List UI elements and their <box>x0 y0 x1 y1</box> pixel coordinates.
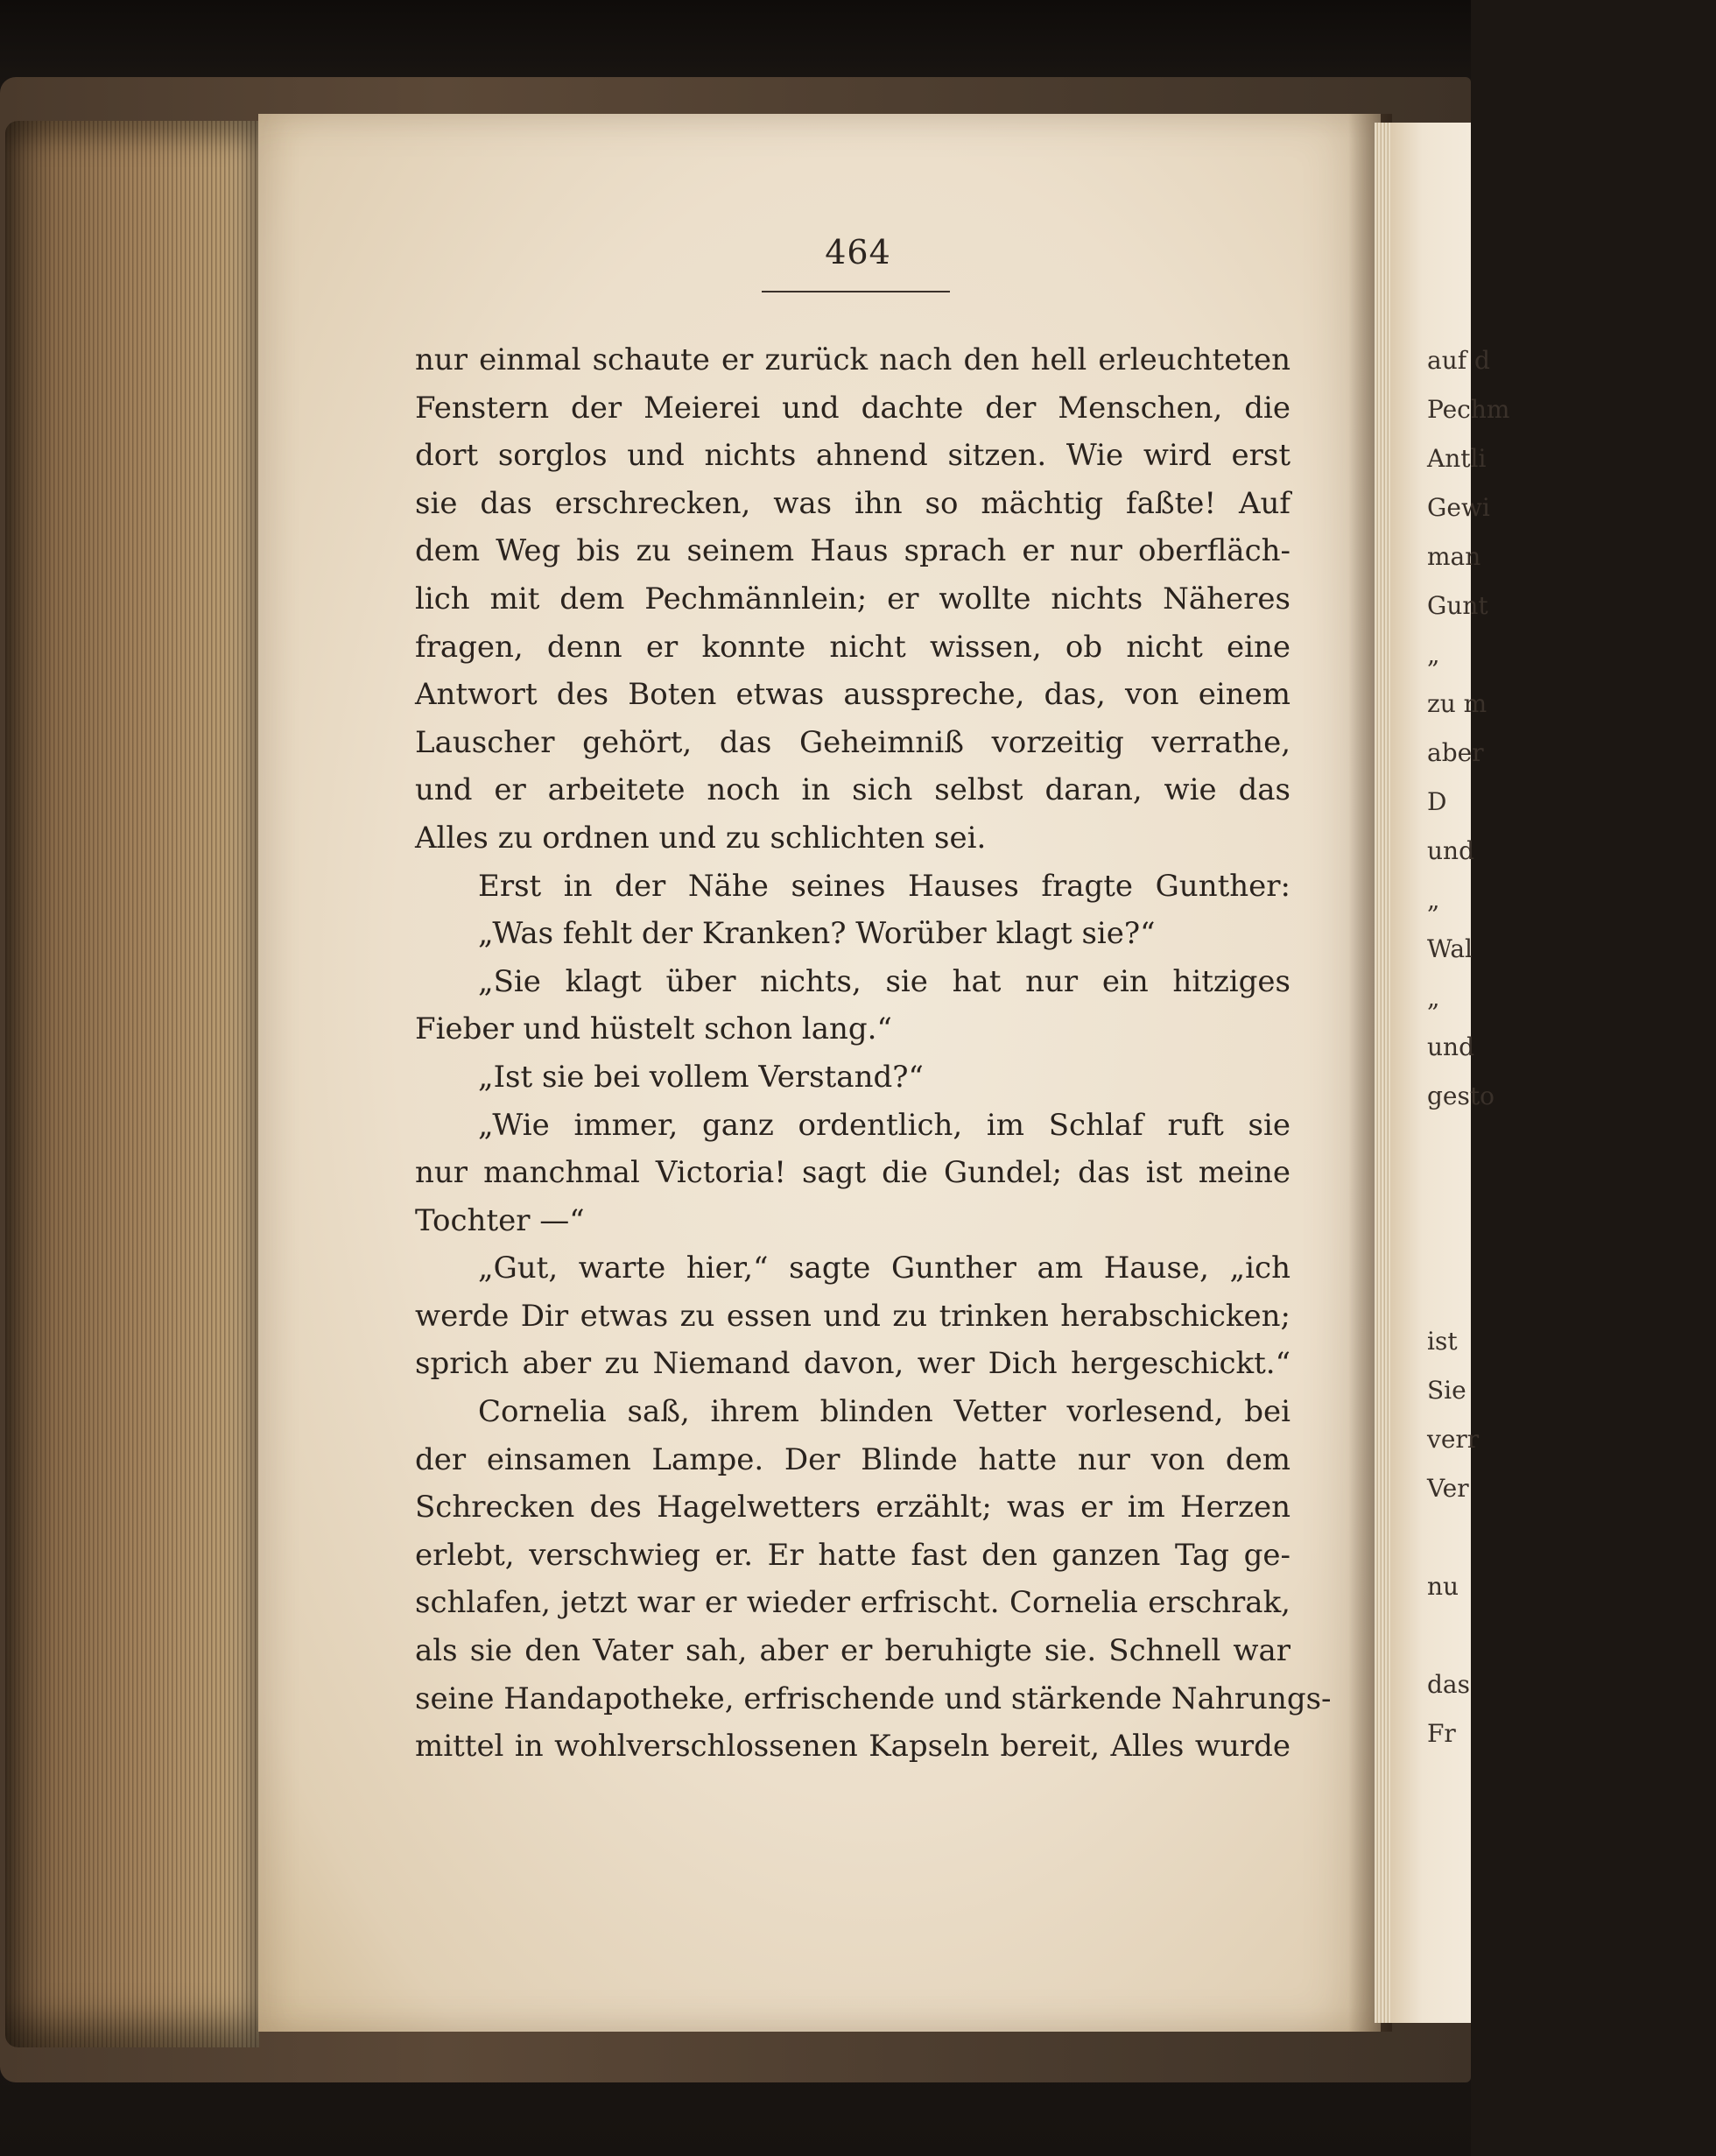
text-line: mittel in wohlverschlossenen Kapseln bereit, Alles wurde <box>415 1729 1291 1765</box>
text-line: „Ist sie bei vollem Verstand?“ <box>478 1059 924 1095</box>
next-page-fragment: „ <box>1427 885 1440 914</box>
text-line: Fieber und hüstelt schon lang.“ <box>415 1011 892 1047</box>
text-line: Lauscher gehört, das Geheimniß vorzeitig verrathe, <box>415 724 1291 760</box>
text-line: Antwort des Boten etwas ausspreche, das, von einem <box>415 677 1291 713</box>
next-page-fragment: gesto <box>1427 1082 1494 1110</box>
next-page-fragment: „ <box>1427 640 1440 669</box>
text-line: dort sorglos und nichts ahnend sitzen. Wie wird erst <box>415 438 1291 474</box>
text-line: schlafen, jetzt war er wieder erfrischt. Cornelia erschrak, <box>415 1585 1291 1621</box>
text-line: erlebt, verschwieg er. Er hatte fast den ganzen Tag ge- <box>415 1537 1291 1573</box>
next-page-fragments <box>1427 336 1510 1758</box>
next-page-fragment: das <box>1427 1670 1470 1699</box>
text-line: Schrecken des Hagelwetters erzählt; was er im Herzen <box>415 1490 1291 1525</box>
text-line: Alles zu ordnen und zu schlichten sei. <box>415 820 987 856</box>
text-line: seine Handapotheke, erfrischende und stärkende Nahrungs- <box>415 1680 1332 1716</box>
next-page-fragment: Gewi <box>1427 493 1490 522</box>
next-page-fragment: „ <box>1427 983 1440 1012</box>
next-page-fragment <box>1427 1513 1471 1562</box>
text-line: Erst in der Nähe seines Hauses fragte Gunther: <box>478 868 1291 904</box>
text-line: „Was fehlt der Kranken? Worüber klagt sie?“ <box>478 916 1156 952</box>
next-page-fragment: und <box>1427 836 1474 865</box>
header-rule <box>762 291 950 292</box>
next-page-fragment: auf d <box>1427 346 1490 375</box>
next-page-fragment: Fr <box>1427 1719 1456 1748</box>
next-page-fragment: Ver <box>1427 1474 1469 1503</box>
next-page-fragment: D <box>1427 787 1447 816</box>
text-line: sprich aber zu Niemand davon, wer Dich hergeschickt.“ <box>415 1346 1291 1382</box>
text-line: dem Weg bis zu seinem Haus sprach er nur oberfläch- <box>415 533 1291 569</box>
next-page-fragment: Sie <box>1427 1376 1466 1405</box>
next-page-fragment: und <box>1427 1032 1474 1061</box>
text-line: als sie den Vater sah, aber er beruhigte sie. Schnell war <box>415 1633 1291 1669</box>
next-page-fragment <box>1427 1121 1471 1170</box>
text-line: sie das erschrecken, was ihn so mächtig faßte! Auf <box>415 485 1291 521</box>
next-page-fragment: verr <box>1427 1425 1480 1454</box>
page-number: 464 <box>825 233 891 271</box>
text-line: fragen, denn er konnte nicht wissen, ob nicht eine <box>415 629 1291 665</box>
next-page-fragment <box>1427 1219 1471 1268</box>
right-page-edge <box>1375 123 1390 2023</box>
next-page-fragment: aber <box>1427 738 1484 767</box>
next-page-fragment: Pechm <box>1427 395 1510 424</box>
page-block-edge <box>5 121 259 2047</box>
next-page-fragment: man <box>1427 542 1481 571</box>
text-line: nur manchmal Victoria! sagt die Gundel; das ist meine <box>415 1155 1291 1191</box>
next-page-fragment: ist <box>1427 1327 1458 1356</box>
next-page-fragment: Gunt <box>1427 591 1488 620</box>
text-line: und er arbeitete noch in sich selbst daran, wie das <box>415 772 1291 808</box>
text-line: „Wie immer, ganz ordentlich, im Schlaf ruft sie <box>478 1107 1291 1143</box>
next-page-fragment: nu <box>1427 1572 1459 1601</box>
page-text-block <box>415 336 1332 1771</box>
next-page-fragment <box>1427 1170 1471 1219</box>
text-line: werde Dir etwas zu essen und zu trinken herabschicken; <box>415 1298 1291 1334</box>
next-page-fragment: Antli <box>1427 444 1487 473</box>
text-line: nur einmal schaute er zurück nach den hell erleuchteten <box>415 342 1291 377</box>
text-line: der einsamen Lampe. Der Blinde hatte nur von dem <box>415 1441 1291 1477</box>
text-line: lich mit dem Pechmännlein; er wollte nichts Näheres <box>415 581 1291 617</box>
next-page-fragment: zu m <box>1427 689 1487 718</box>
text-line: Tochter —“ <box>415 1202 585 1238</box>
text-line: Fenstern der Meierei und dachte der Menschen, die <box>415 390 1291 426</box>
next-page-fragment: Wal <box>1427 934 1473 963</box>
text-line: „Sie klagt über nichts, sie hat nur ein hitziges <box>478 963 1291 999</box>
text-line: Cornelia saß, ihrem blinden Vetter vorlesend, bei <box>478 1394 1291 1430</box>
next-page-fragment <box>1427 1611 1471 1660</box>
text-line: „Gut, warte hier,“ sagte Gunther am Hause, „ich <box>478 1251 1291 1286</box>
next-page-fragment <box>1427 1268 1471 1317</box>
